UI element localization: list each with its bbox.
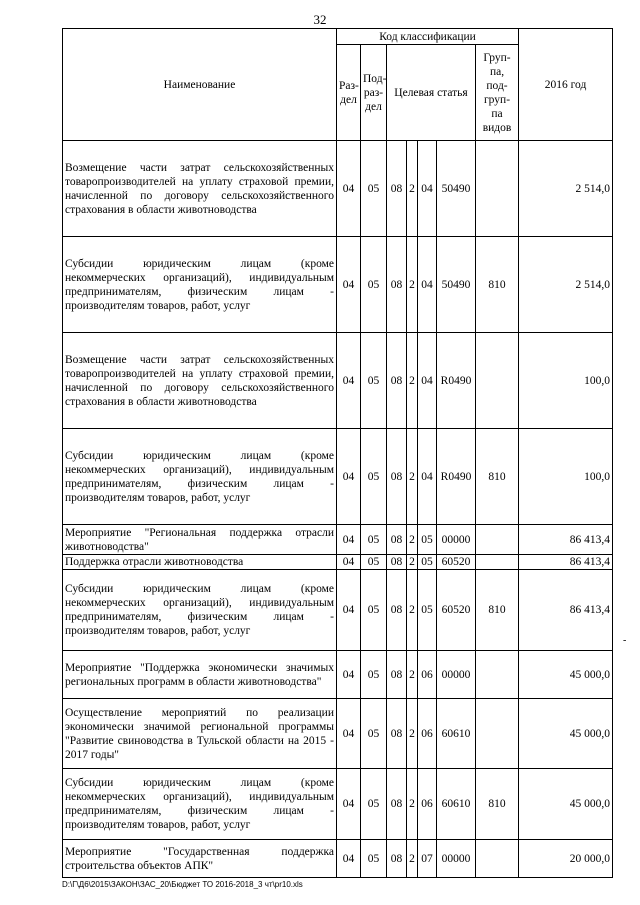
row-expense-group: 810: [476, 237, 519, 333]
row-target-event: 04: [418, 333, 437, 429]
row-section: 04: [337, 699, 361, 769]
table-row: [63, 769, 613, 840]
row-target-event: 05: [418, 555, 437, 570]
row-name: Возмещение части затрат сельскохозяйственных товаропроизводителей на уплату страховой премии, начисленной по договору сельскохозяйственного страхования в области животноводства: [63, 333, 337, 429]
row-expense-group: [476, 333, 519, 429]
row-name: Осуществление мероприятий по реализации экономически значимой региональной программы "Развитие свиноводства в Тульской области на 2015 - 2017 годы": [63, 699, 337, 769]
row-target-subprogram: 2: [407, 651, 418, 699]
row-subsection: 05: [361, 141, 387, 237]
row-name: Мероприятие "Государственная поддержка строительства объектов АПК": [63, 840, 337, 878]
header-year: 2016 год: [519, 29, 613, 141]
row-target-subprogram: 2: [407, 141, 418, 237]
row-target-subprogram: 2: [407, 333, 418, 429]
row-target-program: 08: [387, 570, 407, 651]
row-section: 04: [337, 769, 361, 840]
row-expense-group: [476, 840, 519, 878]
row-name: Субсидии юридическим лицам (кроме некоммерческих организаций), индивидуальным предпринимателям, физическим лицам - производителям товаров, работ, услуг: [63, 570, 337, 651]
row-target-event: 04: [418, 237, 437, 333]
footer-file-path: D:\Г\Д6\2015\ЗАКОН\ЗАС_20\Бюджет ТО 2016-2018_3 чт\pr10.xls: [62, 880, 303, 889]
row-target-program: 08: [387, 429, 407, 525]
row-subsection: 05: [361, 840, 387, 878]
table-row: [63, 237, 613, 333]
row-amount: 45 000,0: [519, 699, 613, 769]
row-subsection: 05: [361, 699, 387, 769]
row-target-event: 05: [418, 570, 437, 651]
row-subsection: 05: [361, 651, 387, 699]
row-name: Мероприятие "Поддержка экономически значимых региональных программ в области животноводства": [63, 651, 337, 699]
table-row: [63, 525, 613, 555]
row-target-program: 08: [387, 769, 407, 840]
row-subsection: 05: [361, 429, 387, 525]
row-amount: 100,0: [519, 429, 613, 525]
row-name: Субсидии юридическим лицам (кроме некоммерческих организаций), индивидуальным предпринимателям, физическим лицам - производителям товаров, работ, услуг: [63, 237, 337, 333]
row-target-direction: 00000: [437, 840, 476, 878]
row-target-direction: 60520: [437, 570, 476, 651]
row-target-direction: 50490: [437, 141, 476, 237]
row-name: Субсидии юридическим лицам (кроме некоммерческих организаций), индивидуальным предпринимателям, физическим лицам - производителям товаров, работ, услуг: [63, 429, 337, 525]
row-amount: 20 000,0: [519, 840, 613, 878]
row-target-direction: 00000: [437, 651, 476, 699]
row-expense-group: 810: [476, 769, 519, 840]
row-name: Субсидии юридическим лицам (кроме некоммерческих организаций), индивидуальным предпринимателям, физическим лицам - производителям товаров, работ, услуг: [63, 769, 337, 840]
header-name: Наименование: [63, 29, 337, 141]
row-target-program: 08: [387, 699, 407, 769]
row-subsection: 05: [361, 333, 387, 429]
row-target-program: 08: [387, 840, 407, 878]
header-subsection: Под- раз- дел: [361, 45, 387, 141]
row-target-event: 06: [418, 769, 437, 840]
row-target-direction: 60520: [437, 555, 476, 570]
row-target-program: 08: [387, 651, 407, 699]
row-expense-group: [476, 525, 519, 555]
row-section: 04: [337, 651, 361, 699]
row-target-event: 07: [418, 840, 437, 878]
row-target-subprogram: 2: [407, 699, 418, 769]
row-amount: 2 514,0: [519, 141, 613, 237]
row-name: Мероприятие "Региональная поддержка отрасли животноводства": [63, 525, 337, 555]
row-name: Поддержка отрасли животноводства: [63, 555, 337, 570]
row-section: 04: [337, 237, 361, 333]
margin-mark: -: [623, 635, 627, 646]
table-row: [63, 333, 613, 429]
row-expense-group: [476, 141, 519, 237]
header-code: Код классификации: [337, 29, 519, 45]
row-target-program: 08: [387, 555, 407, 570]
row-target-event: 06: [418, 699, 437, 769]
row-target-subprogram: 2: [407, 570, 418, 651]
row-amount: 2 514,0: [519, 237, 613, 333]
row-expense-group: [476, 651, 519, 699]
row-expense-group: 810: [476, 429, 519, 525]
row-section: 04: [337, 333, 361, 429]
table-row: [63, 651, 613, 699]
row-amount: 86 413,4: [519, 570, 613, 651]
row-section: 04: [337, 429, 361, 525]
row-target-event: 05: [418, 525, 437, 555]
table-row: [63, 570, 613, 651]
row-target-direction: 00000: [437, 525, 476, 555]
row-target-direction: 50490: [437, 237, 476, 333]
row-target-event: 04: [418, 429, 437, 525]
table-row: [63, 555, 613, 570]
row-target-program: 08: [387, 525, 407, 555]
row-section: 04: [337, 840, 361, 878]
table-row: [63, 429, 613, 525]
table-row: [63, 141, 613, 237]
header-target: Целевая статья: [387, 45, 476, 141]
row-target-subprogram: 2: [407, 429, 418, 525]
row-target-subprogram: 2: [407, 840, 418, 878]
row-section: 04: [337, 570, 361, 651]
table-row: [63, 840, 613, 878]
row-subsection: 05: [361, 570, 387, 651]
row-target-direction: 60610: [437, 769, 476, 840]
row-expense-group: [476, 699, 519, 769]
budget-table: [62, 28, 613, 878]
row-amount: 86 413,4: [519, 525, 613, 555]
row-target-program: 08: [387, 333, 407, 429]
header-group: Груп- па, под- груп- па видов: [476, 45, 519, 141]
row-amount: 86 413,4: [519, 555, 613, 570]
row-target-subprogram: 2: [407, 769, 418, 840]
row-section: 04: [337, 555, 361, 570]
row-section: 04: [337, 141, 361, 237]
row-subsection: 05: [361, 525, 387, 555]
row-target-direction: R0490: [437, 429, 476, 525]
row-name: Возмещение части затрат сельскохозяйственных товаропроизводителей на уплату страховой премии, начисленной по договору сельскохозяйственного страхования в области животноводства: [63, 141, 337, 237]
row-target-subprogram: 2: [407, 237, 418, 333]
row-target-event: 06: [418, 651, 437, 699]
header-section: Раз- дел: [337, 45, 361, 141]
row-target-direction: 60610: [437, 699, 476, 769]
row-target-direction: R0490: [437, 333, 476, 429]
row-target-subprogram: 2: [407, 555, 418, 570]
row-target-subprogram: 2: [407, 525, 418, 555]
row-amount: 45 000,0: [519, 769, 613, 840]
row-target-event: 04: [418, 141, 437, 237]
row-section: 04: [337, 525, 361, 555]
row-amount: 100,0: [519, 333, 613, 429]
row-expense-group: 810: [476, 570, 519, 651]
row-expense-group: [476, 555, 519, 570]
row-subsection: 05: [361, 237, 387, 333]
row-subsection: 05: [361, 769, 387, 840]
row-target-program: 08: [387, 237, 407, 333]
row-subsection: 05: [361, 555, 387, 570]
page-number: 32: [313, 12, 327, 27]
table-row: [63, 699, 613, 769]
row-target-program: 08: [387, 141, 407, 237]
row-amount: 45 000,0: [519, 651, 613, 699]
